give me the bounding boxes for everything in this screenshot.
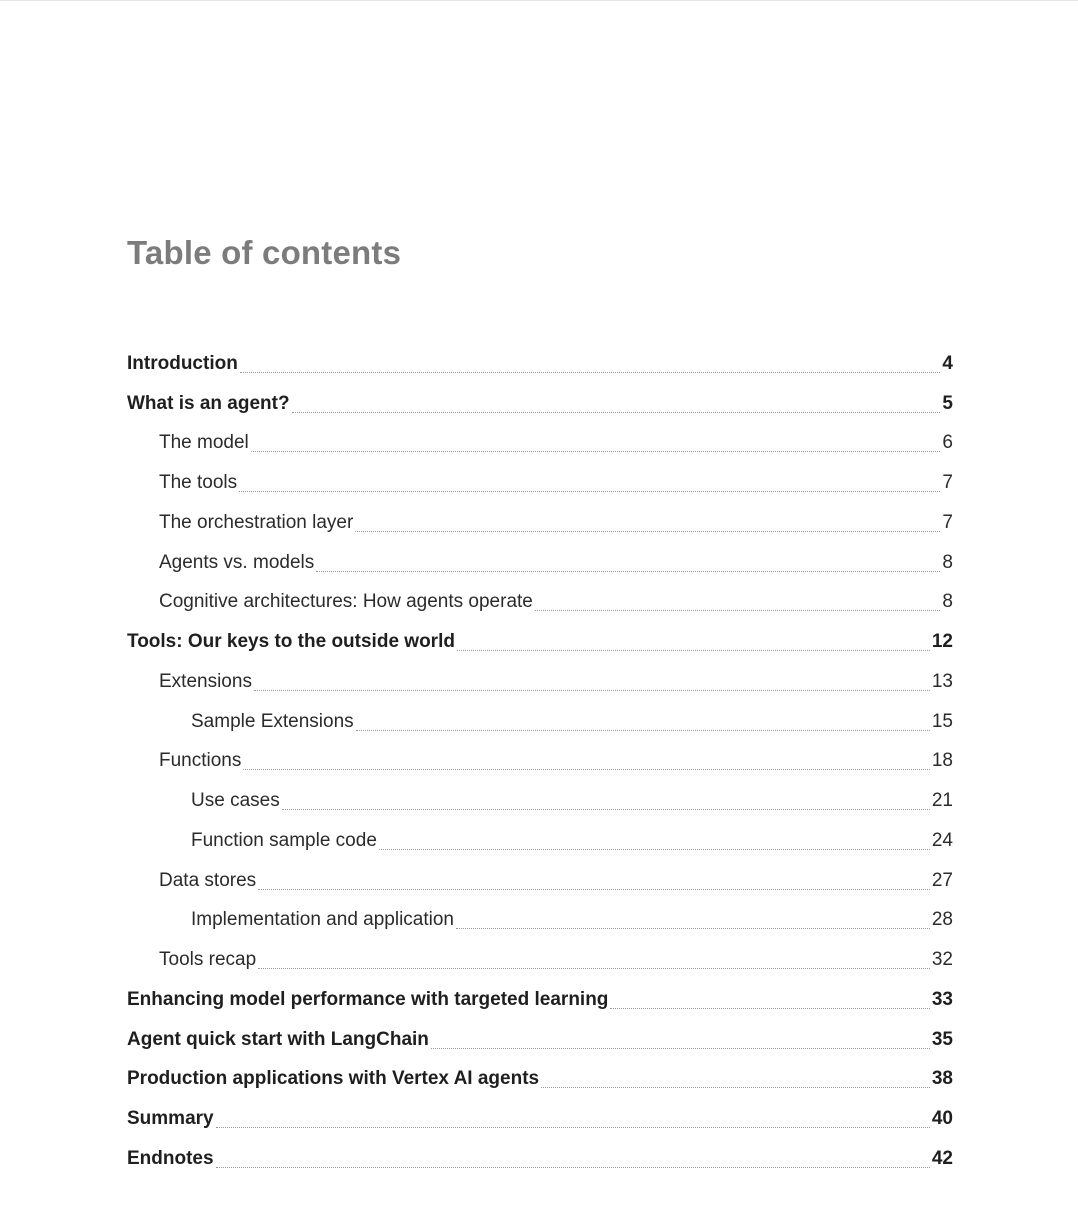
toc-entry-label: Extensions	[159, 671, 252, 700]
toc-entry-page-number: 38	[931, 1068, 953, 1090]
toc-entry-page-number: 7	[942, 472, 953, 493]
toc-entry-page-number: 24	[931, 829, 953, 851]
toc-entry-page-number: 40	[931, 1108, 953, 1129]
page-top-border	[0, 0, 1078, 1]
toc-entry-page-number: 4	[942, 352, 953, 374]
toc-entry-page-number: 13	[931, 670, 953, 692]
toc-entry-label: Tools: Our keys to the outside world	[127, 631, 455, 660]
dot-leader	[243, 768, 929, 770]
toc-entry[interactable]	[0, 382, 1078, 422]
toc-entry-label: Functions	[159, 750, 241, 779]
dot-leader	[251, 450, 941, 452]
toc-entry-label: Function sample code	[191, 830, 377, 859]
dot-leader	[216, 1166, 930, 1168]
toc-entry-page-number: 7	[942, 511, 953, 533]
toc-entry-page-number: 33	[931, 988, 953, 1010]
toc-entry-label: Agent quick start with LangChain	[127, 1029, 429, 1058]
toc-entry[interactable]	[0, 620, 1078, 660]
toc-entry[interactable]	[0, 779, 1078, 819]
toc-entry-label: The model	[159, 432, 249, 461]
toc-entry-page-number: 27	[931, 869, 953, 891]
toc-entry-label: Agents vs. models	[159, 552, 314, 581]
toc-entry[interactable]	[0, 422, 1078, 462]
dot-leader	[240, 371, 941, 373]
toc-entry-page-number: 21	[931, 790, 953, 811]
toc-entry-page-number: 18	[931, 750, 953, 772]
toc-entry-page-number: 35	[931, 1028, 953, 1050]
toc-entry-page-number: 42	[931, 1147, 953, 1169]
toc-entry-page-number: 28	[931, 909, 953, 931]
dot-leader	[456, 927, 930, 929]
dot-leader	[239, 490, 940, 492]
toc-entry-label: Endnotes	[127, 1148, 214, 1177]
toc-entry-page-number: 8	[942, 551, 953, 573]
dot-leader	[216, 1126, 930, 1128]
toc-entry-label: The tools	[159, 472, 237, 501]
dot-leader	[610, 1007, 929, 1009]
toc-entry-label: Tools recap	[159, 949, 256, 978]
dot-leader	[431, 1047, 930, 1049]
dot-leader	[282, 808, 930, 810]
dot-leader	[355, 530, 940, 532]
toc-entry-label: The orchestration layer	[159, 512, 353, 541]
toc-entry-label: Cognitive architectures: How agents operate	[159, 591, 533, 620]
toc-entry[interactable]	[0, 342, 1078, 382]
toc-entry[interactable]	[0, 938, 1078, 978]
dot-leader	[258, 967, 930, 969]
toc-entry-page-number: 6	[942, 432, 953, 454]
toc-entry[interactable]	[0, 461, 1078, 501]
toc-entry-label: Sample Extensions	[191, 711, 354, 740]
toc-entry[interactable]	[0, 1018, 1078, 1058]
toc-entry-label: Implementation and application	[191, 909, 454, 938]
toc-entry[interactable]	[0, 700, 1078, 740]
toc-entry[interactable]	[0, 1058, 1078, 1098]
toc-entry[interactable]	[0, 899, 1078, 939]
toc-entry-label: Introduction	[127, 353, 238, 382]
toc-entry-label: Summary	[127, 1108, 214, 1137]
toc-entry[interactable]	[0, 581, 1078, 621]
dot-leader	[541, 1086, 930, 1088]
table-of-contents	[0, 342, 1078, 1177]
toc-entry-page-number: 12	[931, 631, 953, 652]
toc-entry-label: Data stores	[159, 870, 256, 899]
toc-entry[interactable]	[0, 978, 1078, 1018]
toc-entry-page-number: 5	[942, 392, 953, 414]
dot-leader	[316, 570, 940, 572]
toc-entry[interactable]	[0, 660, 1078, 700]
dot-leader	[292, 411, 941, 413]
toc-entry[interactable]	[0, 501, 1078, 541]
toc-entry-label: Enhancing model performance with targeted learning	[127, 989, 608, 1018]
toc-entry[interactable]	[0, 1137, 1078, 1177]
toc-entry[interactable]	[0, 819, 1078, 859]
page-title: Table of contents	[127, 234, 402, 271]
toc-entry[interactable]	[0, 740, 1078, 780]
toc-entry-page-number: 15	[931, 710, 953, 732]
toc-entry-label: What is an agent?	[127, 393, 290, 422]
toc-entry-label: Production applications with Vertex AI agents	[127, 1068, 539, 1097]
dot-leader	[254, 689, 930, 691]
toc-entry[interactable]	[0, 541, 1078, 581]
dot-leader	[356, 729, 930, 731]
toc-entry-label: Use cases	[191, 790, 280, 819]
dot-leader	[258, 888, 930, 890]
dot-leader	[535, 609, 941, 611]
toc-entry[interactable]	[0, 1097, 1078, 1137]
toc-entry[interactable]	[0, 859, 1078, 899]
toc-entry-page-number: 8	[942, 591, 953, 613]
dot-leader	[457, 649, 930, 651]
toc-entry-page-number: 32	[931, 949, 953, 970]
dot-leader	[379, 848, 930, 850]
